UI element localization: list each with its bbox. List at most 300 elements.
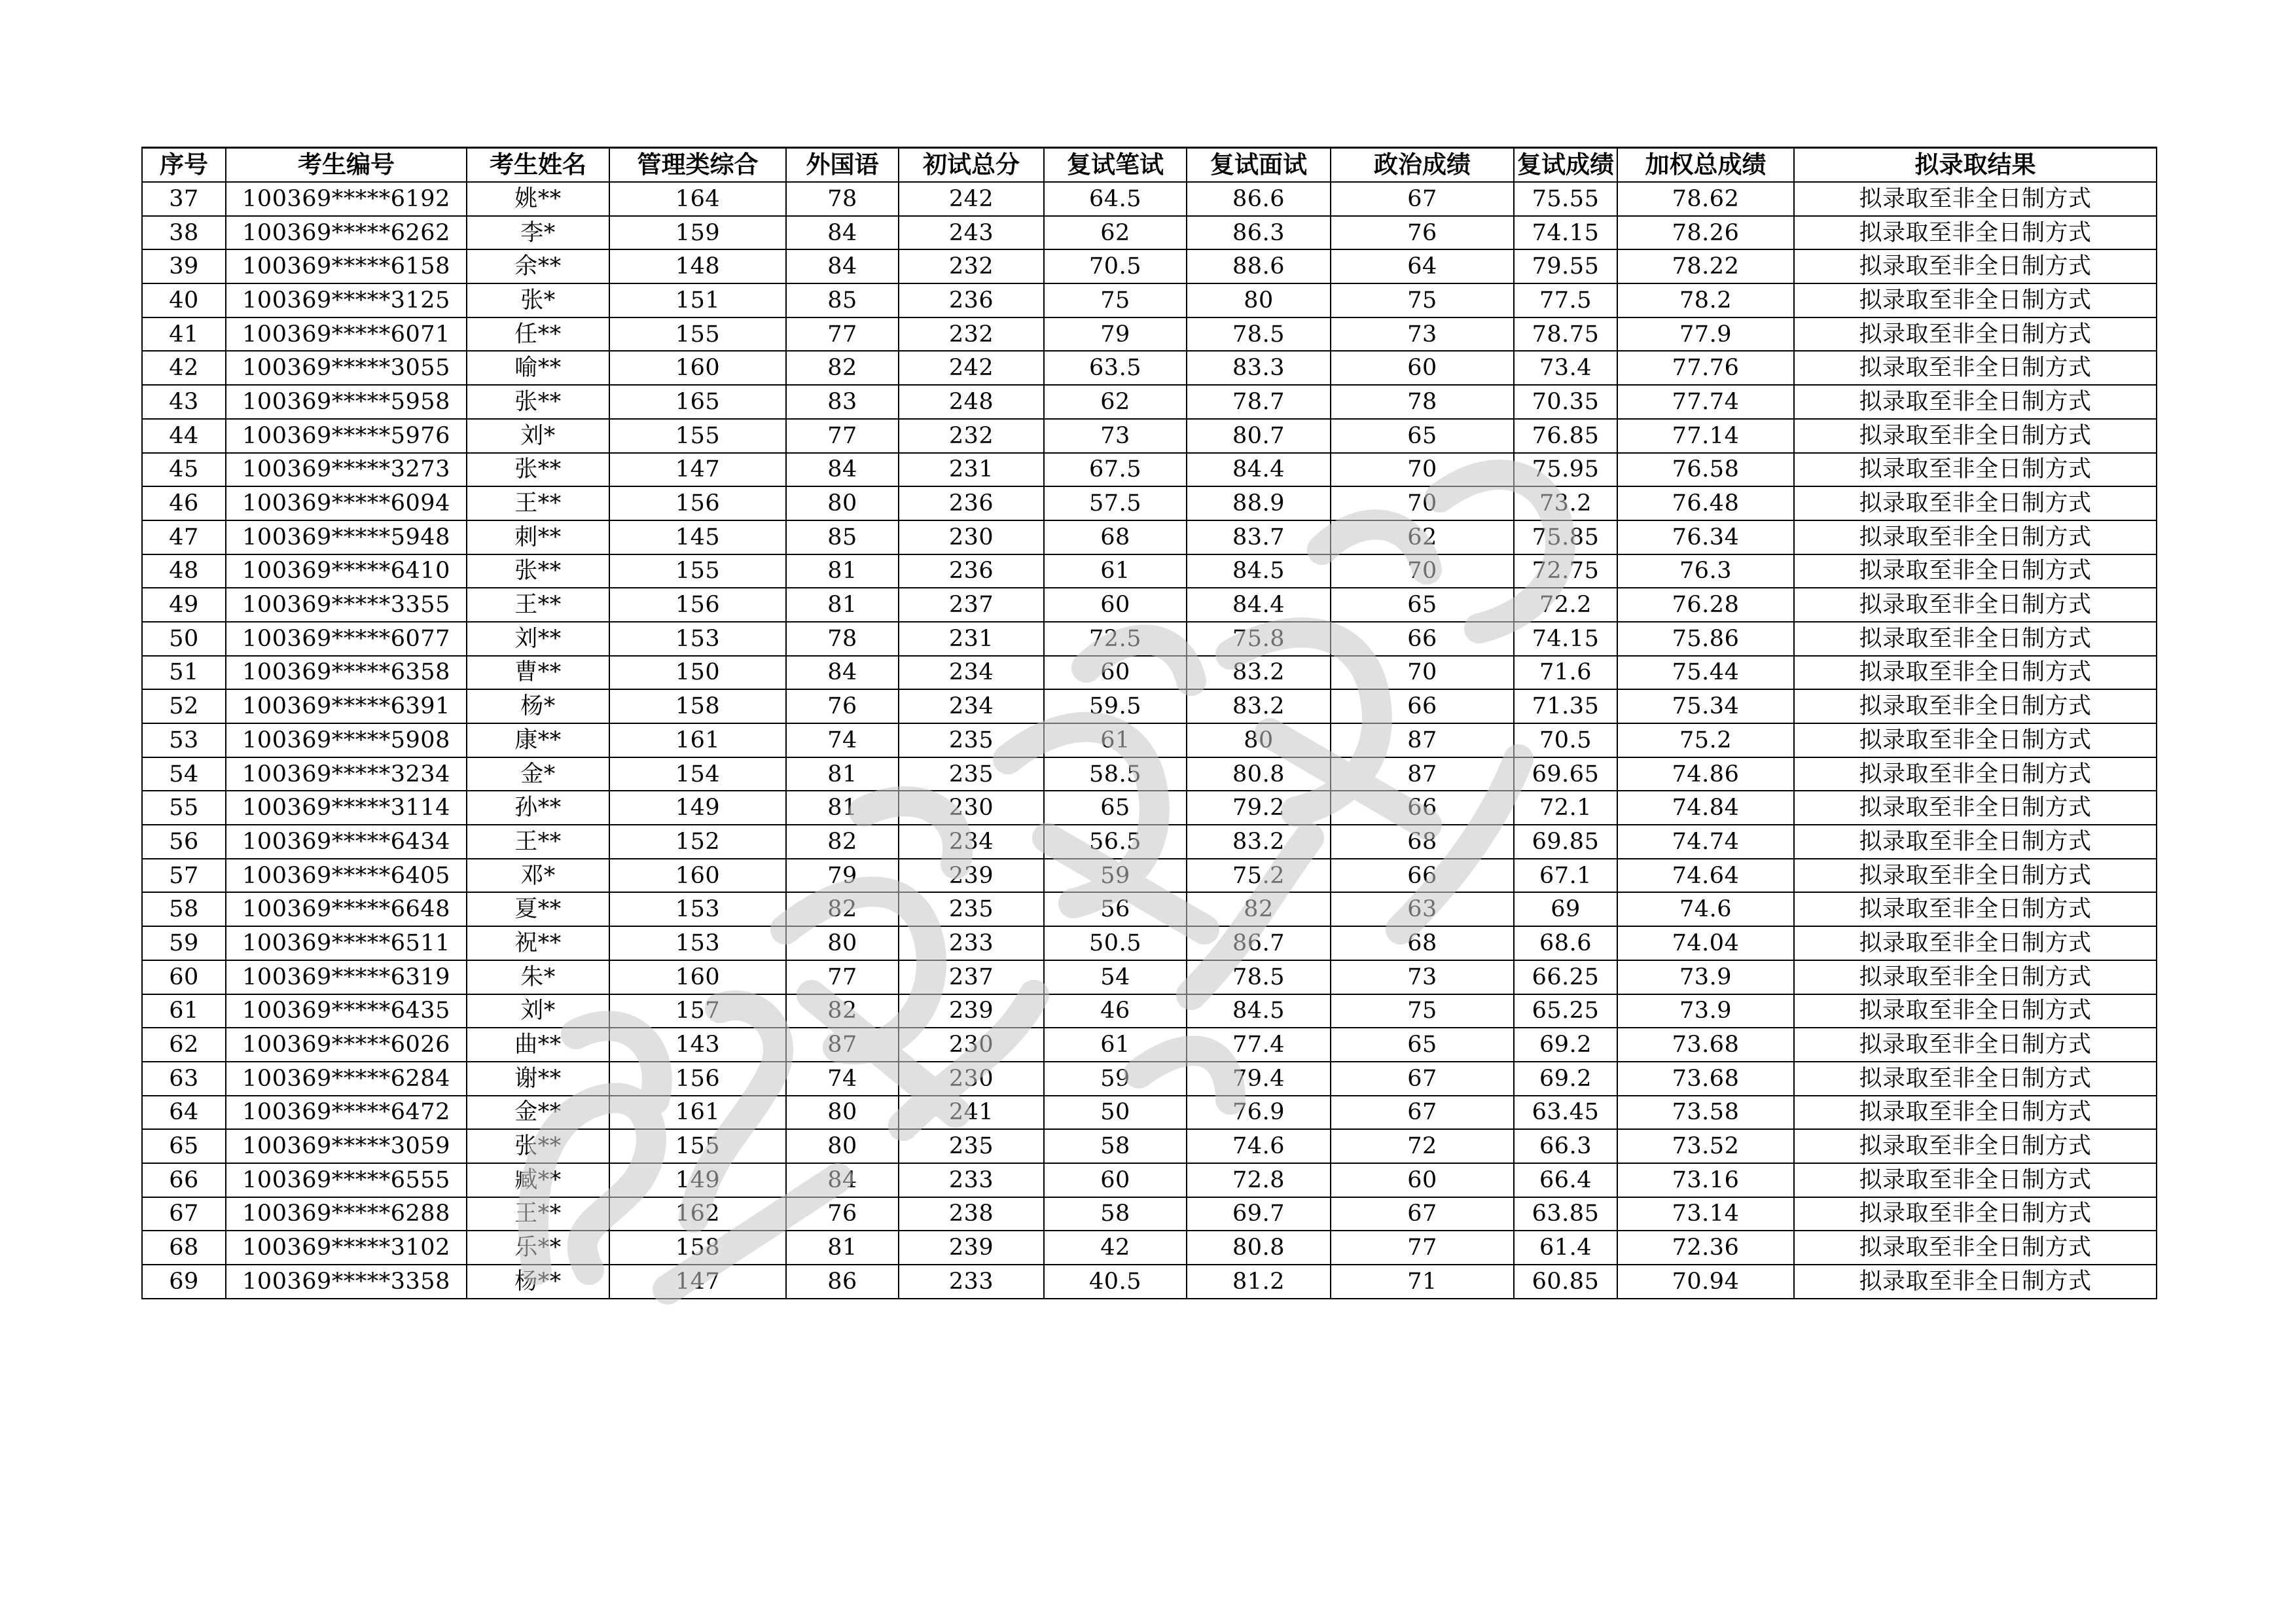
header-col-retest-written: 复试笔试 bbox=[1044, 148, 1187, 183]
cell-col-retest-interview: 84.5 bbox=[1187, 994, 1331, 1028]
cell-col-candidate-id: 100369*****3273 bbox=[226, 453, 467, 487]
cell-col-name: 金** bbox=[467, 1096, 609, 1130]
cell-col-seq: 50 bbox=[142, 622, 226, 656]
cell-col-foreign-language: 74 bbox=[786, 723, 899, 757]
cell-col-weighted-total: 78.26 bbox=[1617, 216, 1794, 250]
cell-col-foreign-language: 81 bbox=[786, 1231, 899, 1265]
cell-col-prelim-total: 236 bbox=[899, 554, 1044, 588]
cell-col-name: 张** bbox=[467, 385, 609, 419]
cell-col-candidate-id: 100369*****6284 bbox=[226, 1062, 467, 1096]
cell-col-management: 143 bbox=[609, 1028, 786, 1062]
cell-col-retest-score: 75.55 bbox=[1514, 182, 1617, 216]
cell-col-retest-written: 73 bbox=[1044, 419, 1187, 453]
cell-col-candidate-id: 100369*****5948 bbox=[226, 520, 467, 554]
cell-col-admission-result: 拟录取至非全日制方式 bbox=[1794, 520, 2157, 554]
cell-col-retest-interview: 84.5 bbox=[1187, 554, 1331, 588]
cell-col-seq: 39 bbox=[142, 249, 226, 283]
cell-col-retest-written: 60 bbox=[1044, 588, 1187, 622]
cell-col-name: 张* bbox=[467, 283, 609, 317]
cell-col-politics: 87 bbox=[1331, 723, 1514, 757]
cell-col-name: 孙** bbox=[467, 791, 609, 825]
cell-col-retest-written: 59.5 bbox=[1044, 689, 1187, 723]
cell-col-retest-written: 63.5 bbox=[1044, 351, 1187, 385]
cell-col-admission-result: 拟录取至非全日制方式 bbox=[1794, 994, 2157, 1028]
cell-col-seq: 48 bbox=[142, 554, 226, 588]
cell-col-seq: 47 bbox=[142, 520, 226, 554]
cell-col-foreign-language: 74 bbox=[786, 1062, 899, 1096]
cell-col-management: 148 bbox=[609, 249, 786, 283]
cell-col-admission-result: 拟录取至非全日制方式 bbox=[1794, 351, 2157, 385]
cell-col-politics: 68 bbox=[1331, 825, 1514, 859]
table-row bbox=[142, 588, 2157, 622]
cell-col-name: 康** bbox=[467, 723, 609, 757]
cell-col-seq: 64 bbox=[142, 1096, 226, 1130]
cell-col-foreign-language: 81 bbox=[786, 588, 899, 622]
header-col-foreign-language: 外国语 bbox=[786, 148, 899, 183]
cell-col-retest-score: 75.85 bbox=[1514, 520, 1617, 554]
cell-col-weighted-total: 77.74 bbox=[1617, 385, 1794, 419]
cell-col-name: 乐** bbox=[467, 1231, 609, 1265]
cell-col-seq: 55 bbox=[142, 791, 226, 825]
cell-col-name: 谢** bbox=[467, 1062, 609, 1096]
cell-col-seq: 61 bbox=[142, 994, 226, 1028]
cell-col-candidate-id: 100369*****6511 bbox=[226, 926, 467, 960]
cell-col-retest-score: 73.4 bbox=[1514, 351, 1617, 385]
cell-col-candidate-id: 100369*****6434 bbox=[226, 825, 467, 859]
cell-col-politics: 66 bbox=[1331, 859, 1514, 893]
cell-col-foreign-language: 82 bbox=[786, 892, 899, 926]
cell-col-politics: 66 bbox=[1331, 622, 1514, 656]
cell-col-management: 154 bbox=[609, 757, 786, 791]
cell-col-foreign-language: 80 bbox=[786, 926, 899, 960]
cell-col-retest-interview: 75.2 bbox=[1187, 859, 1331, 893]
cell-col-prelim-total: 233 bbox=[899, 1163, 1044, 1197]
cell-col-seq: 38 bbox=[142, 216, 226, 250]
table-row bbox=[142, 994, 2157, 1028]
cell-col-name: 朱* bbox=[467, 960, 609, 994]
cell-col-foreign-language: 76 bbox=[786, 689, 899, 723]
table-body bbox=[142, 182, 2157, 1299]
cell-col-prelim-total: 238 bbox=[899, 1197, 1044, 1231]
cell-col-retest-score: 76.85 bbox=[1514, 419, 1617, 453]
cell-col-candidate-id: 100369*****3234 bbox=[226, 757, 467, 791]
cell-col-candidate-id: 100369*****6026 bbox=[226, 1028, 467, 1062]
cell-col-retest-interview: 78.5 bbox=[1187, 960, 1331, 994]
cell-col-seq: 60 bbox=[142, 960, 226, 994]
cell-col-retest-score: 60.85 bbox=[1514, 1265, 1617, 1299]
cell-col-management: 162 bbox=[609, 1197, 786, 1231]
cell-col-foreign-language: 84 bbox=[786, 1163, 899, 1197]
cell-col-candidate-id: 100369*****3055 bbox=[226, 351, 467, 385]
cell-col-retest-written: 50 bbox=[1044, 1096, 1187, 1130]
cell-col-retest-interview: 80.8 bbox=[1187, 1231, 1331, 1265]
cell-col-politics: 65 bbox=[1331, 1028, 1514, 1062]
cell-col-retest-score: 69 bbox=[1514, 892, 1617, 926]
cell-col-admission-result: 拟录取至非全日制方式 bbox=[1794, 859, 2157, 893]
cell-col-retest-interview: 83.2 bbox=[1187, 689, 1331, 723]
cell-col-admission-result: 拟录取至非全日制方式 bbox=[1794, 622, 2157, 656]
cell-col-retest-written: 67.5 bbox=[1044, 453, 1187, 487]
cell-col-admission-result: 拟录取至非全日制方式 bbox=[1794, 1062, 2157, 1096]
cell-col-name: 曹** bbox=[467, 656, 609, 690]
header-col-weighted-total: 加权总成绩 bbox=[1617, 148, 1794, 183]
cell-col-management: 156 bbox=[609, 1062, 786, 1096]
cell-col-foreign-language: 84 bbox=[786, 249, 899, 283]
cell-col-management: 155 bbox=[609, 554, 786, 588]
cell-col-politics: 64 bbox=[1331, 249, 1514, 283]
cell-col-name: 刘** bbox=[467, 622, 609, 656]
cell-col-admission-result: 拟录取至非全日制方式 bbox=[1794, 723, 2157, 757]
cell-col-retest-interview: 76.9 bbox=[1187, 1096, 1331, 1130]
cell-col-weighted-total: 74.86 bbox=[1617, 757, 1794, 791]
cell-col-management: 149 bbox=[609, 791, 786, 825]
cell-col-retest-score: 72.2 bbox=[1514, 588, 1617, 622]
cell-col-retest-score: 68.6 bbox=[1514, 926, 1617, 960]
cell-col-politics: 70 bbox=[1331, 453, 1514, 487]
cell-col-seq: 67 bbox=[142, 1197, 226, 1231]
cell-col-candidate-id: 100369*****6077 bbox=[226, 622, 467, 656]
table-row bbox=[142, 689, 2157, 723]
cell-col-candidate-id: 100369*****6094 bbox=[226, 486, 467, 520]
cell-col-retest-interview: 80 bbox=[1187, 723, 1331, 757]
cell-col-management: 151 bbox=[609, 283, 786, 317]
cell-col-management: 145 bbox=[609, 520, 786, 554]
cell-col-prelim-total: 242 bbox=[899, 351, 1044, 385]
cell-col-politics: 60 bbox=[1331, 351, 1514, 385]
cell-col-politics: 87 bbox=[1331, 757, 1514, 791]
cell-col-retest-interview: 79.4 bbox=[1187, 1062, 1331, 1096]
cell-col-name: 姚** bbox=[467, 182, 609, 216]
cell-col-management: 156 bbox=[609, 588, 786, 622]
table-row bbox=[142, 825, 2157, 859]
cell-col-foreign-language: 78 bbox=[786, 182, 899, 216]
cell-col-weighted-total: 75.2 bbox=[1617, 723, 1794, 757]
cell-col-prelim-total: 237 bbox=[899, 588, 1044, 622]
cell-col-retest-written: 59 bbox=[1044, 859, 1187, 893]
cell-col-candidate-id: 100369*****5958 bbox=[226, 385, 467, 419]
cell-col-name: 王** bbox=[467, 1197, 609, 1231]
table-row bbox=[142, 182, 2157, 216]
cell-col-retest-interview: 69.7 bbox=[1187, 1197, 1331, 1231]
cell-col-admission-result: 拟录取至非全日制方式 bbox=[1794, 283, 2157, 317]
cell-col-candidate-id: 100369*****3114 bbox=[226, 791, 467, 825]
cell-col-seq: 37 bbox=[142, 182, 226, 216]
cell-col-retest-written: 56 bbox=[1044, 892, 1187, 926]
table-row bbox=[142, 1129, 2157, 1163]
cell-col-retest-interview: 86.3 bbox=[1187, 216, 1331, 250]
cell-col-retest-score: 67.1 bbox=[1514, 859, 1617, 893]
cell-col-name: 夏** bbox=[467, 892, 609, 926]
cell-col-name: 刺** bbox=[467, 520, 609, 554]
cell-col-weighted-total: 76.48 bbox=[1617, 486, 1794, 520]
cell-col-prelim-total: 235 bbox=[899, 892, 1044, 926]
cell-col-management: 157 bbox=[609, 994, 786, 1028]
table-row bbox=[142, 791, 2157, 825]
cell-col-admission-result: 拟录取至非全日制方式 bbox=[1794, 1028, 2157, 1062]
cell-col-retest-interview: 78.7 bbox=[1187, 385, 1331, 419]
cell-col-prelim-total: 239 bbox=[899, 859, 1044, 893]
cell-col-name: 杨** bbox=[467, 1265, 609, 1299]
cell-col-seq: 65 bbox=[142, 1129, 226, 1163]
cell-col-retest-interview: 84.4 bbox=[1187, 588, 1331, 622]
cell-col-foreign-language: 85 bbox=[786, 283, 899, 317]
cell-col-retest-written: 61 bbox=[1044, 1028, 1187, 1062]
cell-col-weighted-total: 76.58 bbox=[1617, 453, 1794, 487]
cell-col-candidate-id: 100369*****3102 bbox=[226, 1231, 467, 1265]
cell-col-prelim-total: 232 bbox=[899, 419, 1044, 453]
cell-col-foreign-language: 80 bbox=[786, 1129, 899, 1163]
cell-col-retest-written: 68 bbox=[1044, 520, 1187, 554]
cell-col-retest-score: 61.4 bbox=[1514, 1231, 1617, 1265]
cell-col-prelim-total: 230 bbox=[899, 1028, 1044, 1062]
cell-col-prelim-total: 230 bbox=[899, 1062, 1044, 1096]
cell-col-retest-score: 69.2 bbox=[1514, 1062, 1617, 1096]
cell-col-politics: 78 bbox=[1331, 385, 1514, 419]
cell-col-candidate-id: 100369*****6262 bbox=[226, 216, 467, 250]
cell-col-prelim-total: 243 bbox=[899, 216, 1044, 250]
cell-col-candidate-id: 100369*****6648 bbox=[226, 892, 467, 926]
cell-col-foreign-language: 77 bbox=[786, 960, 899, 994]
table-row bbox=[142, 757, 2157, 791]
cell-col-retest-written: 60 bbox=[1044, 1163, 1187, 1197]
cell-col-retest-written: 62 bbox=[1044, 385, 1187, 419]
table-row bbox=[142, 351, 2157, 385]
cell-col-management: 150 bbox=[609, 656, 786, 690]
cell-col-admission-result: 拟录取至非全日制方式 bbox=[1794, 960, 2157, 994]
cell-col-weighted-total: 73.14 bbox=[1617, 1197, 1794, 1231]
cell-col-candidate-id: 100369*****6435 bbox=[226, 994, 467, 1028]
cell-col-name: 邓* bbox=[467, 859, 609, 893]
cell-col-admission-result: 拟录取至非全日制方式 bbox=[1794, 1096, 2157, 1130]
cell-col-admission-result: 拟录取至非全日制方式 bbox=[1794, 419, 2157, 453]
cell-col-politics: 67 bbox=[1331, 182, 1514, 216]
cell-col-weighted-total: 74.74 bbox=[1617, 825, 1794, 859]
cell-col-weighted-total: 77.14 bbox=[1617, 419, 1794, 453]
cell-col-prelim-total: 231 bbox=[899, 453, 1044, 487]
cell-col-retest-score: 70.5 bbox=[1514, 723, 1617, 757]
cell-col-name: 刘* bbox=[467, 419, 609, 453]
table-row bbox=[142, 1197, 2157, 1231]
cell-col-name: 任** bbox=[467, 317, 609, 352]
cell-col-retest-interview: 74.6 bbox=[1187, 1129, 1331, 1163]
cell-col-politics: 60 bbox=[1331, 1163, 1514, 1197]
cell-col-weighted-total: 76.28 bbox=[1617, 588, 1794, 622]
cell-col-foreign-language: 84 bbox=[786, 216, 899, 250]
cell-col-retest-written: 58 bbox=[1044, 1129, 1187, 1163]
cell-col-politics: 70 bbox=[1331, 486, 1514, 520]
table-row bbox=[142, 926, 2157, 960]
cell-col-management: 155 bbox=[609, 419, 786, 453]
table-row bbox=[142, 1028, 2157, 1062]
cell-col-retest-score: 75.95 bbox=[1514, 453, 1617, 487]
cell-col-retest-interview: 78.5 bbox=[1187, 317, 1331, 352]
cell-col-retest-score: 73.2 bbox=[1514, 486, 1617, 520]
cell-col-retest-interview: 86.7 bbox=[1187, 926, 1331, 960]
cell-col-admission-result: 拟录取至非全日制方式 bbox=[1794, 656, 2157, 690]
cell-col-politics: 77 bbox=[1331, 1231, 1514, 1265]
cell-col-politics: 70 bbox=[1331, 554, 1514, 588]
cell-col-foreign-language: 80 bbox=[786, 486, 899, 520]
table-row bbox=[142, 1265, 2157, 1299]
cell-col-seq: 43 bbox=[142, 385, 226, 419]
cell-col-seq: 66 bbox=[142, 1163, 226, 1197]
cell-col-prelim-total: 237 bbox=[899, 960, 1044, 994]
cell-col-retest-score: 74.15 bbox=[1514, 216, 1617, 250]
cell-col-management: 149 bbox=[609, 1163, 786, 1197]
cell-col-management: 158 bbox=[609, 1231, 786, 1265]
cell-col-retest-score: 66.25 bbox=[1514, 960, 1617, 994]
cell-col-seq: 57 bbox=[142, 859, 226, 893]
cell-col-foreign-language: 79 bbox=[786, 859, 899, 893]
cell-col-retest-score: 70.35 bbox=[1514, 385, 1617, 419]
cell-col-seq: 49 bbox=[142, 588, 226, 622]
header-col-retest-interview: 复试面试 bbox=[1187, 148, 1331, 183]
cell-col-retest-written: 59 bbox=[1044, 1062, 1187, 1096]
cell-col-management: 147 bbox=[609, 1265, 786, 1299]
cell-col-admission-result: 拟录取至非全日制方式 bbox=[1794, 926, 2157, 960]
cell-col-management: 153 bbox=[609, 892, 786, 926]
cell-col-candidate-id: 100369*****3355 bbox=[226, 588, 467, 622]
cell-col-retest-score: 72.1 bbox=[1514, 791, 1617, 825]
cell-col-retest-interview: 83.7 bbox=[1187, 520, 1331, 554]
cell-col-management: 153 bbox=[609, 926, 786, 960]
table-row bbox=[142, 283, 2157, 317]
cell-col-foreign-language: 77 bbox=[786, 317, 899, 352]
cell-col-management: 147 bbox=[609, 453, 786, 487]
cell-col-politics: 62 bbox=[1331, 520, 1514, 554]
cell-col-politics: 66 bbox=[1331, 791, 1514, 825]
cell-col-prelim-total: 233 bbox=[899, 926, 1044, 960]
cell-col-admission-result: 拟录取至非全日制方式 bbox=[1794, 1163, 2157, 1197]
cell-col-retest-score: 71.35 bbox=[1514, 689, 1617, 723]
cell-col-retest-written: 56.5 bbox=[1044, 825, 1187, 859]
cell-col-candidate-id: 100369*****6319 bbox=[226, 960, 467, 994]
cell-col-weighted-total: 74.84 bbox=[1617, 791, 1794, 825]
cell-col-prelim-total: 235 bbox=[899, 757, 1044, 791]
cell-col-admission-result: 拟录取至非全日制方式 bbox=[1794, 1231, 2157, 1265]
table-row bbox=[142, 1096, 2157, 1130]
cell-col-candidate-id: 100369*****6405 bbox=[226, 859, 467, 893]
cell-col-retest-score: 69.65 bbox=[1514, 757, 1617, 791]
cell-col-politics: 66 bbox=[1331, 689, 1514, 723]
cell-col-prelim-total: 234 bbox=[899, 656, 1044, 690]
cell-col-politics: 73 bbox=[1331, 317, 1514, 352]
table-row bbox=[142, 960, 2157, 994]
cell-col-retest-interview: 81.2 bbox=[1187, 1265, 1331, 1299]
cell-col-retest-interview: 82 bbox=[1187, 892, 1331, 926]
cell-col-admission-result: 拟录取至非全日制方式 bbox=[1794, 453, 2157, 487]
cell-col-retest-score: 71.6 bbox=[1514, 656, 1617, 690]
cell-col-candidate-id: 100369*****6288 bbox=[226, 1197, 467, 1231]
cell-col-management: 156 bbox=[609, 486, 786, 520]
cell-col-name: 曲** bbox=[467, 1028, 609, 1062]
cell-col-foreign-language: 82 bbox=[786, 351, 899, 385]
header-col-prelim-total: 初试总分 bbox=[899, 148, 1044, 183]
cell-col-retest-written: 58 bbox=[1044, 1197, 1187, 1231]
cell-col-retest-interview: 88.6 bbox=[1187, 249, 1331, 283]
cell-col-weighted-total: 73.68 bbox=[1617, 1062, 1794, 1096]
cell-col-weighted-total: 75.86 bbox=[1617, 622, 1794, 656]
cell-col-foreign-language: 82 bbox=[786, 825, 899, 859]
cell-col-prelim-total: 235 bbox=[899, 1129, 1044, 1163]
cell-col-politics: 65 bbox=[1331, 419, 1514, 453]
cell-col-weighted-total: 73.52 bbox=[1617, 1129, 1794, 1163]
cell-col-retest-written: 61 bbox=[1044, 723, 1187, 757]
cell-col-retest-score: 74.15 bbox=[1514, 622, 1617, 656]
cell-col-candidate-id: 100369*****3059 bbox=[226, 1129, 467, 1163]
table-row bbox=[142, 520, 2157, 554]
cell-col-management: 160 bbox=[609, 351, 786, 385]
cell-col-prelim-total: 231 bbox=[899, 622, 1044, 656]
cell-col-foreign-language: 77 bbox=[786, 419, 899, 453]
table-row bbox=[142, 622, 2157, 656]
table-row bbox=[142, 1163, 2157, 1197]
cell-col-name: 臧** bbox=[467, 1163, 609, 1197]
cell-col-candidate-id: 100369*****6192 bbox=[226, 182, 467, 216]
cell-col-management: 165 bbox=[609, 385, 786, 419]
table-row bbox=[142, 486, 2157, 520]
cell-col-politics: 63 bbox=[1331, 892, 1514, 926]
table-row bbox=[142, 453, 2157, 487]
cell-col-foreign-language: 78 bbox=[786, 622, 899, 656]
cell-col-name: 王** bbox=[467, 825, 609, 859]
cell-col-candidate-id: 100369*****6071 bbox=[226, 317, 467, 352]
cell-col-management: 160 bbox=[609, 960, 786, 994]
cell-col-retest-written: 61 bbox=[1044, 554, 1187, 588]
cell-col-retest-written: 75 bbox=[1044, 283, 1187, 317]
cell-col-politics: 67 bbox=[1331, 1197, 1514, 1231]
cell-col-admission-result: 拟录取至非全日制方式 bbox=[1794, 825, 2157, 859]
cell-col-management: 155 bbox=[609, 317, 786, 352]
table-row bbox=[142, 892, 2157, 926]
table-row bbox=[142, 723, 2157, 757]
cell-col-name: 杨* bbox=[467, 689, 609, 723]
cell-col-admission-result: 拟录取至非全日制方式 bbox=[1794, 791, 2157, 825]
cell-col-prelim-total: 233 bbox=[899, 1265, 1044, 1299]
cell-col-prelim-total: 234 bbox=[899, 689, 1044, 723]
cell-col-retest-score: 66.4 bbox=[1514, 1163, 1617, 1197]
header-col-retest-score: 复试成绩 bbox=[1514, 148, 1617, 183]
cell-col-admission-result: 拟录取至非全日制方式 bbox=[1794, 588, 2157, 622]
cell-col-seq: 68 bbox=[142, 1231, 226, 1265]
cell-col-name: 王** bbox=[467, 486, 609, 520]
cell-col-politics: 72 bbox=[1331, 1129, 1514, 1163]
cell-col-name: 刘* bbox=[467, 994, 609, 1028]
cell-col-retest-written: 58.5 bbox=[1044, 757, 1187, 791]
cell-col-retest-written: 65 bbox=[1044, 791, 1187, 825]
cell-col-retest-score: 66.3 bbox=[1514, 1129, 1617, 1163]
cell-col-seq: 45 bbox=[142, 453, 226, 487]
cell-col-retest-interview: 83.2 bbox=[1187, 825, 1331, 859]
cell-col-retest-interview: 80 bbox=[1187, 283, 1331, 317]
cell-col-prelim-total: 242 bbox=[899, 182, 1044, 216]
cell-col-prelim-total: 239 bbox=[899, 1231, 1044, 1265]
cell-col-weighted-total: 78.2 bbox=[1617, 283, 1794, 317]
cell-col-politics: 67 bbox=[1331, 1096, 1514, 1130]
cell-col-prelim-total: 236 bbox=[899, 283, 1044, 317]
cell-col-admission-result: 拟录取至非全日制方式 bbox=[1794, 249, 2157, 283]
cell-col-prelim-total: 230 bbox=[899, 520, 1044, 554]
table-row bbox=[142, 385, 2157, 419]
cell-col-retest-interview: 80.7 bbox=[1187, 419, 1331, 453]
cell-col-retest-score: 69.85 bbox=[1514, 825, 1617, 859]
cell-col-retest-interview: 88.9 bbox=[1187, 486, 1331, 520]
cell-col-management: 161 bbox=[609, 1096, 786, 1130]
cell-col-retest-written: 62 bbox=[1044, 216, 1187, 250]
cell-col-admission-result: 拟录取至非全日制方式 bbox=[1794, 385, 2157, 419]
cell-col-politics: 76 bbox=[1331, 216, 1514, 250]
cell-col-retest-interview: 83.2 bbox=[1187, 656, 1331, 690]
